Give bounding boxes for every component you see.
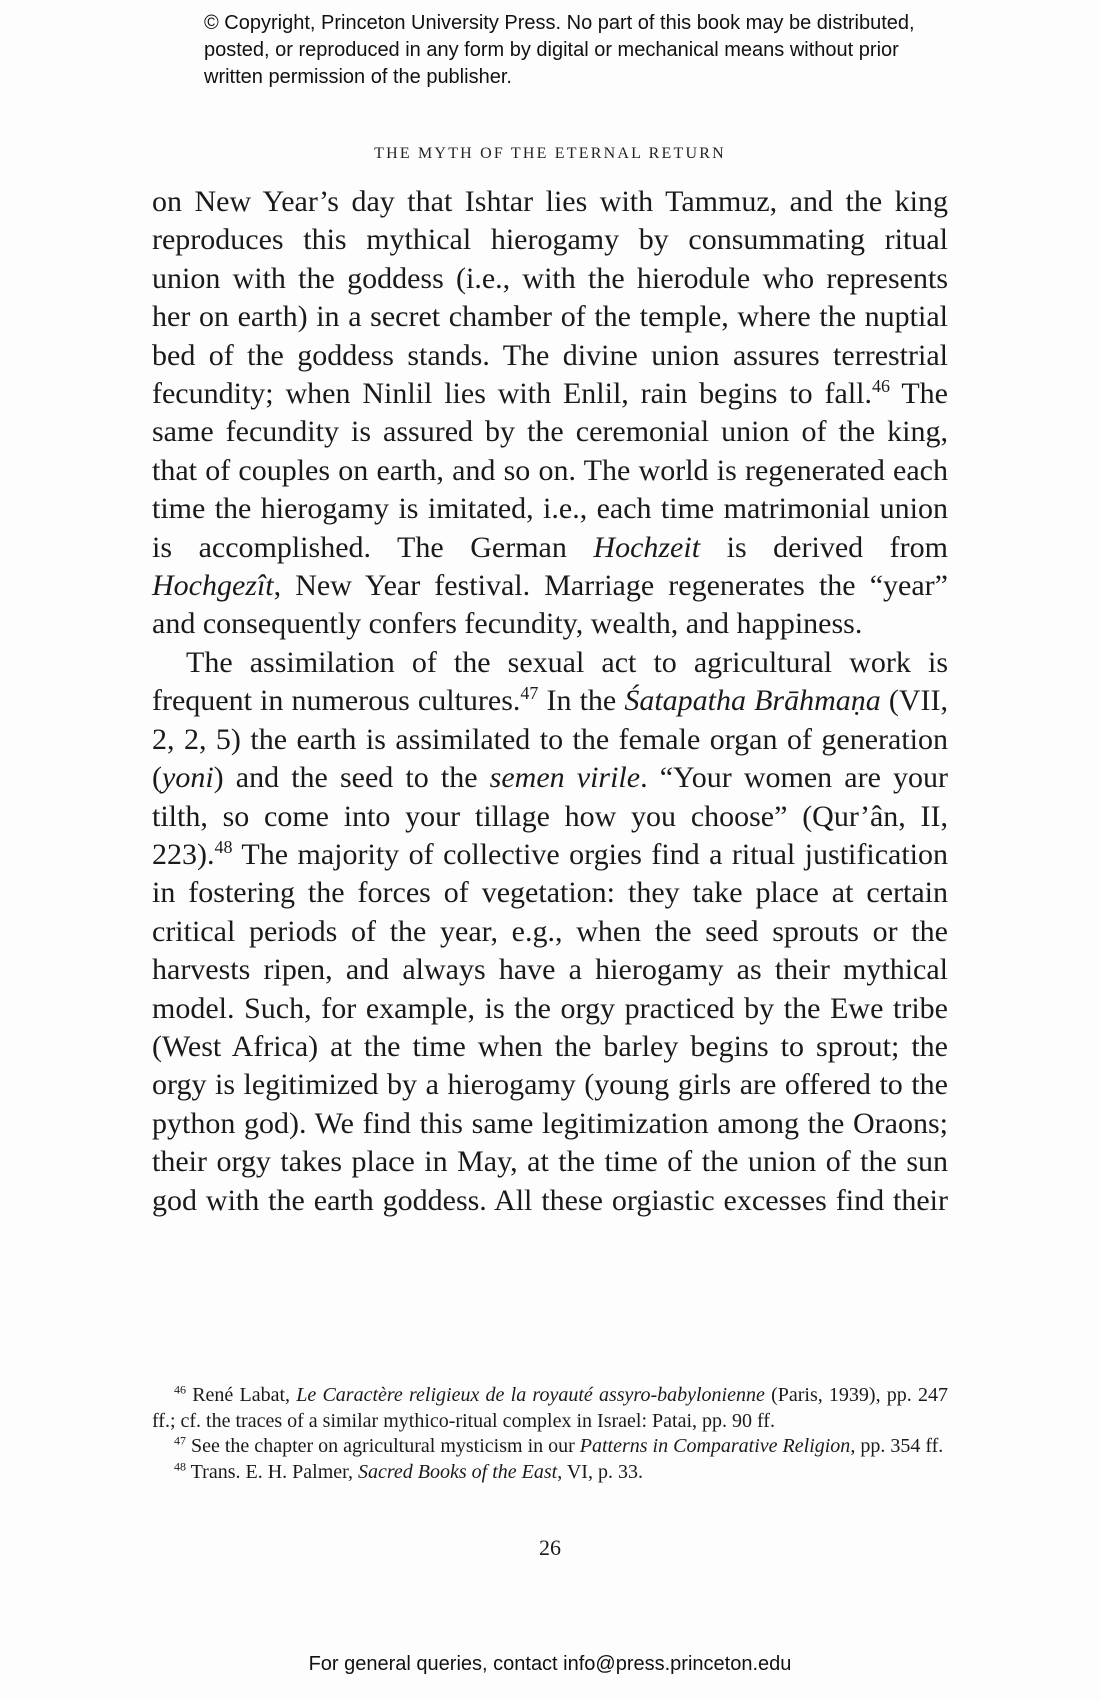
italic-term: Hochgezît: [152, 569, 274, 603]
paragraph-1: [152, 183, 948, 644]
text-run: is derived from: [700, 530, 949, 564]
text-run: , New Year festival. Marriage regenerates the “year” and consequently confers fecundity, wealth, and happiness.: [152, 569, 948, 641]
text-run: The majority of collective orgies find a ritual justification in fostering the forces of vegetation: they take place at certain critical periods of the year, e.g., when the seed sprouts or the harvests ripen, and always have a hierogamy as their mythical model. Such, for example, is the orgy practiced by the Ewe tribe (West Africa) at the time when the barley begins to sprout; the orgy is legitimized by a hierogamy (young girls are offered to the python god). We find this same legitimization among the Oraons; their orgy takes place in May, at the time of the union of the sun god with the earth goddess. All these orgiastic excesses find their: [152, 837, 948, 1217]
text-run: (Paris, 1939), pp. 247 ff.; cf. the traces of a similar mythico-ritual complex in Israel: Patai, pp. 90 ff.: [152, 1384, 949, 1432]
footnote-ref-47[interactable]: 47: [520, 683, 539, 704]
running-head: THE MYTH OF THE ETERNAL RETURN: [374, 145, 726, 162]
italic-term: Śatapatha Brāhmaṇa: [624, 684, 881, 718]
text-run: . “Your women are your tilth, so come into your tillage how you choose” (Qur’ân, II, 223).: [152, 761, 948, 871]
text-run: René Labat,: [186, 1384, 297, 1406]
copyright-notice: © Copyright, Princeton University Press. No part of this book may be distributed, posted, or reproduced in any form by digital or mechanical means without prior written permission of the publisher.: [204, 12, 915, 88]
text-run: Trans. E. H. Palmer,: [186, 1460, 358, 1483]
text-run: ) and the seed to the: [213, 761, 490, 795]
footnote-48: [152, 1460, 948, 1486]
italic-title: Sacred Books of the East: [357, 1460, 558, 1483]
text-run: on New Year’s day that Ishtar lies with Tammuz, and the king reproduces this mythical hierogamy by consummating ritual union with the goddess (i.e., with the hierodule who represents her on earth) in a secret chamber of the temple, where the nuptial bed of the goddess stands. The divine union assures terrestrial fecundity; when Ninlil lies with Enlil, rain begins to fall.: [152, 185, 948, 411]
body-text: [152, 183, 948, 1220]
page-number: 26: [539, 1535, 561, 1560]
footnotes: [152, 1383, 948, 1485]
text-run: The same fecundity is assured by the ceremonial union of the king, that of couples on earth, and so on. The world is regenerated each time the hierogamy is imitated, i.e., each time matrimonial union is accomplished. The German: [152, 377, 948, 564]
italic-title: Patterns in Comparative Religion: [579, 1435, 851, 1457]
footnote-number: 46: [174, 1382, 186, 1397]
text-run: , pp. 354 ff.: [850, 1435, 944, 1457]
footer-contact[interactable]: For general queries, contact info@press.princeton.edu: [308, 1653, 792, 1675]
footnote-number: 48: [174, 1458, 186, 1473]
footnote-ref-46[interactable]: 46: [872, 376, 891, 397]
footnote-46: [152, 1383, 948, 1434]
italic-term: yoni: [162, 761, 214, 795]
text-run: In the: [538, 684, 625, 718]
italic-term: Hochzeit: [593, 530, 701, 564]
text-run: See the chapter on agricultural mysticism in our: [186, 1435, 580, 1457]
footnote-47: [152, 1434, 948, 1460]
italic-term: semen virile: [489, 761, 641, 795]
paragraph-2: [152, 644, 948, 1220]
text-run: The assimilation of the sexual act to agricultural work is frequent in numerous cultures.: [152, 645, 948, 718]
footnote-number: 47: [174, 1433, 186, 1448]
text-run: , VI, p. 33.: [557, 1460, 643, 1483]
italic-title: Le Caractère religieux de la royauté assyro-babylonienne: [296, 1384, 765, 1406]
text-run: (VII, 2, 2, 5) the earth is assimilated to the female organ of generation (: [152, 684, 949, 795]
footnote-ref-48[interactable]: 48: [214, 836, 233, 857]
